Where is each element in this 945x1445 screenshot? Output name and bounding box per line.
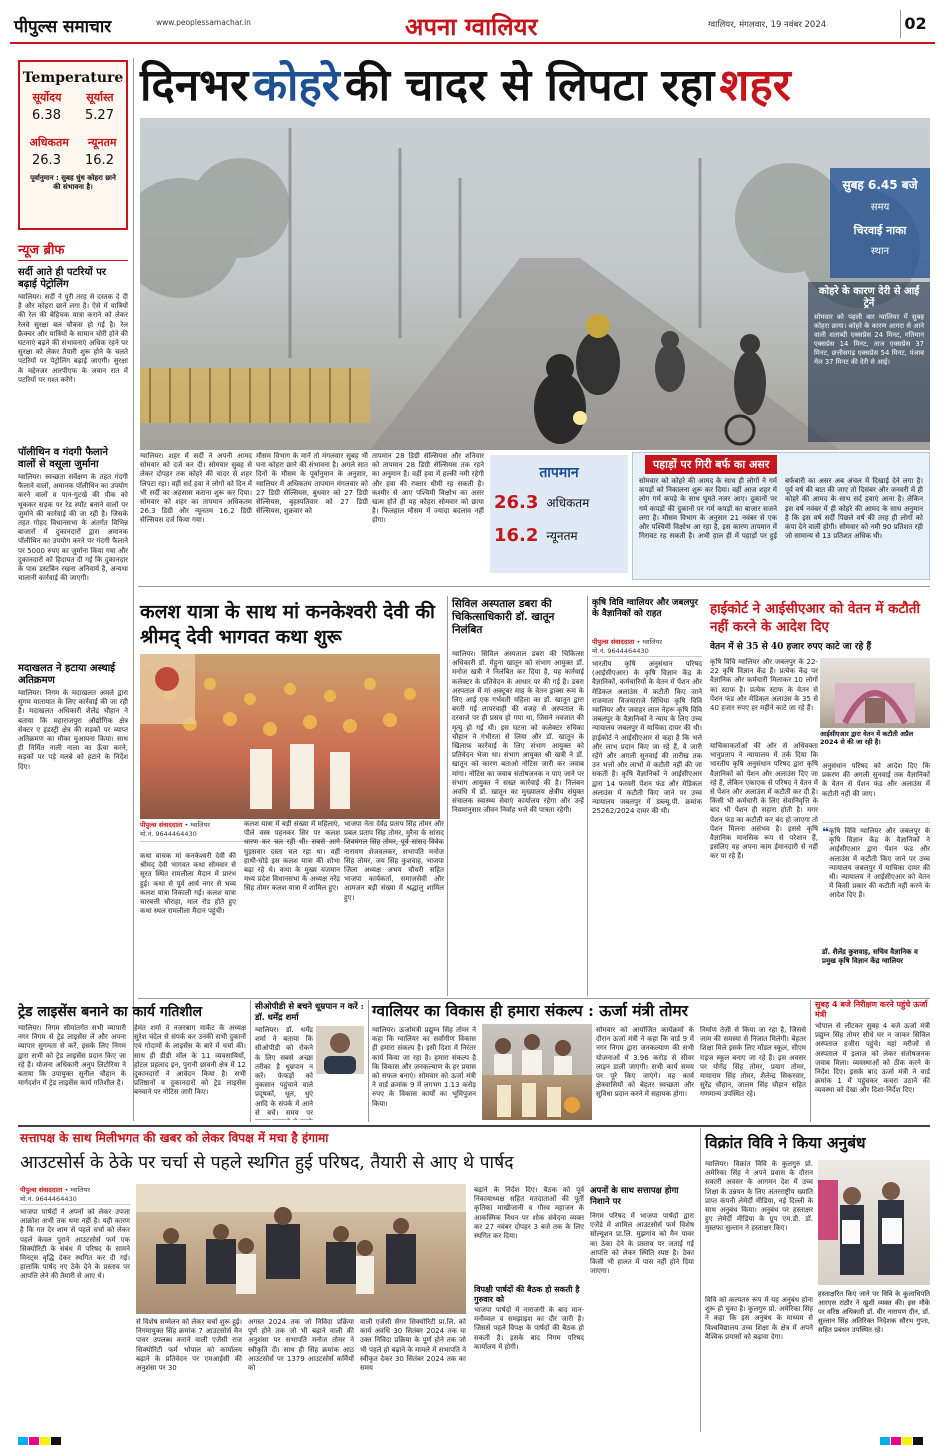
quote-icon: ❝	[822, 825, 830, 839]
lead-body: तापमान 28 डिग्री सेल्सियस और शनिवार को तापमान 28 डिग्री सेल्सियस तक रहने का अनुमान है। वहीं हवा में हल्की नमी रहेगी और हवा की रफ्तार धीमी रह सकती है। कश्मीर से आए पश्चिमी विक्षोभ का असर खत्म होते ही यह कोहरा सोमवार को छाया है। फिलहाल मौसम में ज्यादा बदलाव नहीं होगा।	[372, 452, 484, 525]
crowd-scene	[140, 654, 440, 819]
tomar-side-head: सुबह 4 बजे निरीक्षण करने पहुंचे ऊर्जा मंत्री	[815, 1000, 928, 1019]
agri-headline: कृषि विवि ग्वालियर और जबलपुर के वैज्ञानिकों को राहत	[592, 598, 698, 619]
brief-headline: पॉलीथिन व गंदगी फैलाने वालों से वसूला जुर्माना	[18, 447, 108, 470]
tomar-headline: ग्वालियर का विकास ही हमारा संकल्प : ऊर्जा मंत्री तोमर	[372, 1001, 689, 1020]
trains-head: कोहरे के कारण देरी से आईं ट्रेनें	[818, 286, 920, 309]
sunrise-label: सूर्योदय	[32, 91, 62, 104]
tomar-side-text: भोपाल से लौटकर सुबह 4 बजे ऊर्जा मंत्री प्रद्युम्न सिंह तोमर सीधे घर न जाकर सिविल अस्पताल हजीरा पहुंचे। यहां मरीजों से अस्पताल में इलाज को लेकर संतोषजनक जवाब मिला। व्यवस्थाओं को ठीक करने के निर्देश दिए। इसके बाद ऊर्जा मंत्री ने वार्ड क्रमांक 1 में पहुंचकर कचरा उठाने की व्यवस्था को देखा और दिशा-निर्देश दिए।	[815, 1022, 930, 1095]
tomar-side-box	[815, 1000, 930, 1122]
brief-text: ग्वालियर। सर्दी ने पूरी तरह से दस्तक दे दी है और कोहरा छाने लगा है। ऐसे में यात्रियों की रेल की बेहिचक यात्रा कराने को लेकर रेलवे सुरक्षा बल चौकस हो गई है। रेल फ्रैक्चर और यात्रियों के सामान चोरी होने की घटनाएं बढ़ने की संभावनाएं अधिक रहने पर सुरक्षा को लेकर तैयारी शुरू होने के चलते पटरियों पर पेट्रोलिंग बढ़ाई जाएगी। सुरक्षा के मद्देनजर आरपीएफ के जवान रात में पटरियों पर गश्त करेंगे।	[18, 293, 128, 384]
avatar	[316, 1026, 364, 1074]
min-label: न्यूनतम	[87, 136, 117, 149]
outsource-headline: आउटसोर्स के ठेके पर चर्चा से पहले स्थगित हुई परिषद, तैयारी से आए थे पार्षद	[20, 1153, 514, 1173]
credit-city: ग्वालियर	[70, 1186, 91, 1194]
ceremony-scene	[482, 1075, 592, 1120]
lead-headline	[140, 56, 930, 116]
brief-text: ग्वालियर। निगम के मदाखलत अमले द्वारा सुगम यातायात के लिए कार्रवाई की जा रही है। मदाखलत अधिकारी शैलेंद्र चौहान ने बताया कि महाराजपुरा औद्योगिक क्षेत्र सेक्टर ए इंडस्ट्री क्षेत्र की सड़कों पर व्याप्त अतिक्रमण का मौका मुआयना किया। साथ ही निर्मित नाली नाला का ऊँचा करने, सड़कों पर पड़े मलबे को हटाने के निर्देश दिए।	[18, 689, 128, 771]
lead-headline-part: शहर	[719, 60, 791, 111]
kalash-photo	[140, 654, 440, 819]
temp-widget-title: तापमान	[539, 465, 579, 481]
sunrise-time: 6.38	[32, 108, 61, 123]
tomar-photo-2	[482, 1075, 592, 1120]
brief-headline: सर्दी आते ही पटरियों पर बढ़ाई पेट्रोलिंग	[18, 267, 106, 290]
brief-headline: मदाखलत ने हटाया अस्थाई अतिक्रमण	[18, 663, 116, 686]
temp-max-value: 26.3	[494, 492, 539, 513]
logo: पीपुल्स समाचार	[14, 17, 112, 37]
trade-headline: ट्रेड लाइसेंस बनाने का कार्य गतिशील	[18, 1004, 202, 1020]
temp-min-value: 16.2	[494, 525, 539, 546]
icar-quote-box	[822, 822, 930, 994]
lead-headline-part: की चादर से लिपटा रहा	[344, 60, 715, 111]
credit-name: पीपुल्स संवाददाता	[20, 1186, 63, 1194]
icar-caption: आईसीएआर द्वारा वेतन में कटौती अप्रैल 2024 से की जा रही है।	[820, 730, 914, 746]
temp-min-label: न्यूनतम	[546, 529, 578, 543]
icar-quote-by: डॉ. शैलेंद्र कुशवाह, सचिव वैज्ञानिक व प्रमुख कृषि विज्ञान केंद्र ग्वालियर	[822, 948, 918, 965]
tomar-text: सोमवार को आयोजित कार्यक्रमों के दौरान ऊर्जा मंत्री ने कहा कि वार्ड 9 में नगर निगम द्वारा जनकल्याण की सभी योजनाओं में 3.96 करोड़ से सीवर लाइन डाली जाएगी। सभी कार्य समय पर पूरे किए जाएंगे। यह कार्य क्षेत्रवासियों को बेहतर स्वच्छता और सुविधा प्रदान करने में सहायक होगा।	[596, 1026, 694, 1099]
icar-photo	[820, 658, 930, 728]
credit-mobile: मो.नं. 9644464430	[140, 830, 197, 838]
date: ग्वालियर, मंगलवार, 19 नवंबर 2024	[708, 20, 827, 30]
snow-box	[632, 452, 930, 580]
tomar-text: ग्वालियर। ऊर्जामंत्री प्रद्युम्न सिंह तोमर ने कहा कि ग्वालियर का सर्वांगीण विकास ही हमारा संकल्प है। इसी दिशा में निरंतर कार्य किया जा रहा है। हमारा संकल्प है कि विकास और जनकल्याण के हर प्रयास को सफल बनाएं। सोमवार को ऊर्जा मंत्री ने वार्ड क्रमांक 9 में लगभग 1.13 करोड़ रुपए के विकास कार्यों का भूमिपूजन किया।	[372, 1026, 476, 1108]
color-bar	[880, 1432, 924, 1442]
outsource-text: बढ़ाने के निर्देश दिए। बैठक को पूर्व निकायाध्यक्ष सहित मतदाताओं की पूर्ती कृतिका माखीजानी व गौरव महाजन के आकस्मिक निधन पर शोक संवेदना व्यक्त कर 27 नवंबर दोपहर 3 बजे तक के लिए स्थगित कर दिया।	[474, 1186, 584, 1241]
building-scene	[820, 658, 930, 728]
credit-mobile: मो.नं. 9644464430	[592, 647, 649, 655]
hospital-text: ग्वालियर। सिविल अस्पताल डबरा की चिकित्सा अधिकारी डॉ. मेहुना खातून को संभाग आयुक्त डॉ. मनोज खत्री ने निलंबित कर दिया है, यह कार्रवाई कलेक्टर के प्रतिवेदन के आधार पर की गई है। डबरा अस्पताल में मां अक्टूबर माह के वेतन ड्राक्स रूम के लिए आई एक गर्भवती महिला का डॉ. खातून द्वारा बरती गई लापरवाही की वजह से अस्पताल के दरवाजे पर ही प्रसव हो गया था, जिसने नवजात की मृत्यु हो गई थी। इस घटना को कलेक्टर रुचिका चौहान ने गंभीरता से लिया और डॉ. खातून के खिलाफ कार्रवाई के लिए संभाग आयुक्त को प्रतिवेदन भेजा था। संभाग आयुक्त श्री खत्री ने डॉ. खातून को कारण बताओ नोटिस जारी कर जवाब मांगा। नोटिस का जवाब संतोषजनक न पाए जाने पर संभाग आयुक्त ने सख्त कार्रवाई की है। निलंबन अवधि में डॉ. खातून का मुख्यालय क्षेत्रीय संयुक्त संचालक स्वास्थ्य सेवाएं कार्यालय रहेगा और उन्हें नियमानुसार जीवन निर्वाह भत्ते की पात्रता रहेगी।	[452, 650, 584, 815]
trains-text: सोमवार को पहली बार ग्वालियर में सुबह कोहरा छाया। कोहरे के कारण आगरा से आने वाली शताब्दी एक्सप्रेस 24 मिनट, गतिमान एक्सप्रेस 14 मिनट, ताज एक्सप्रेस 37 मिनट, छत्तीसगढ़ एक्सप्रेस 54 मिनट, पंजाब मेल 37 मिनट की देरी से आई।	[814, 313, 924, 366]
time-value: सुबह 6.45 बजे	[842, 178, 918, 192]
outsource-credit: पीपुल्स संवाददाता • ग्वालियर मो.नं. 9644464430	[20, 1186, 130, 1205]
credit-city: ग्वालियर	[190, 821, 211, 829]
outsource-text: निगम परिषद में भाजपा पार्षदों द्वारा एजेंडे में शामिल आउटसोर्स फर्म विशेष सोल्यूशन प्रा.लि. मुझगांव को मैन पावर का ठेका देने के प्रस्ताव पर जताई गई आपत्ति को लेकर स्थिति स्पष्ट है। ठेका किसी भी हालत में पास नहीं होने दिया जाएगा।	[590, 1212, 694, 1276]
temperature-box	[18, 60, 128, 230]
vikrant-headline: विक्रांत विवि ने किया अनुबंध	[705, 1133, 866, 1152]
credit-mobile: मो.नं. 9644464430	[20, 1195, 77, 1203]
icar-text: अनुसंधान परिषद को आदेश दिए कि प्रकरण की अगली सुनवाई तक वैज्ञानिकों के वेतन से पेंशन फंड और अलाउंस में कटौती नहीं की जाए।	[822, 762, 930, 798]
place-value: चिरवाई नाका	[853, 224, 907, 237]
place-label: स्थान	[870, 246, 890, 257]
doctor-photo	[316, 1026, 364, 1074]
kalash-text: भाजपा नेता देवेंद्र प्रताप सिंह तोमर और प्रबल प्रताप सिंह तोमर, मुरैना के सांसद शिवमंगल सिंह तोमर, पूर्व सांसद विवेक नारायण शेजवलकर, सभापति मनोज सिंह तोमर, जय सिंह कुशवाह, भाजपा जिला अध्यक्ष अभय चौधरी सहित भाजपा कार्यकर्ता, समाजसेवी और आमजन बड़ी संख्या में श्रद्धालु शामिल हुए।	[344, 820, 444, 902]
outsource-text: अगस्त 2024 तक जो निविदा प्रक्रिया पूर्ण होने तक जो भी बढ़ाने वाली की अनुशंसा पर सभापति मनोज तोमर ने स्वीकृति दी। साथ ही सिंह क्रमांक आठ आउटसोर्स पर 1379 आउटसोर्स कर्मियों को	[248, 1318, 354, 1373]
council-scene	[136, 1184, 466, 1314]
temperature-title: Temperature	[22, 70, 124, 86]
outsource-text: भाजपा पार्षदों ने अपनों को लेकर उपजा आक्रोश अभी तक थमा नहीं है। यही कारण है कि गत देर शाम से पहले चर्चा को लेकर पहले केवल पुराने आउटसोर्स फर्म एक सिक्योरिटी के संबंध में परिषद के सामने मिनट्स वृद्धि देकर स्थगित कर दी गई। हालांकि पार्षद नए ठेके देने के प्रस्ताव पर आपत्ति लेने की तैयारी से आए थे।	[20, 1208, 130, 1281]
copd-headline: सीओपीडी से बचने धूम्रपान न करें : डॉ. धर्मेंद्र शर्मा	[255, 1002, 364, 1023]
icar-headline: हाईकोर्ट ने आईसीएआर को वेतन में कटौती नहीं करने के आदेश दिए	[710, 601, 920, 635]
max-label: अधिकतम	[29, 136, 69, 149]
hospital-headline: सिविल अस्पताल डबरा की चिकित्साधिकारी डॉ. खातून निलंबित	[452, 598, 555, 636]
vikrant-caption: हस्ताक्षरित किए जाने पर विवि के कुलाधिपति आरएस राठौर ने खुशी व्यक्त की। इस मौके पर वरिष्ठ अधिकारी डॉ. वीर नारायण दीन, डॉ. सुल्तान सिंह अतिरिक्त निदेशक सौरभ गुप्ता, सहित प्रबंधन उपस्थित रहे।	[818, 1290, 930, 1334]
icar-text: याचिकाकर्ताओं की ओर से अधिवक्ता भानुप्रताप ने न्यायालय में तर्क दिया कि भारतीय कृषि अनुसंधान परिषद द्वारा कृषि वैज्ञानिकों को पेंशन और अलाउंस दिए जा रहे हैं, लेकिन एकाएक से परिषद ने वेतन में से पेंशन और अलाउंस में कटौती कर दी है। किसी भी कर्मचारी के लिए सेवानिवृत्ति के बाद भी पेंशन ही सहारा होती है। मगर पेंशन फंड का कटौती कर बंद हो जाएगा तो पेंशन मिलना असंभव है। इससे कृषि वैज्ञानिक मानसिक रूप से परेशान हैं, इसलिए वह अपना काम ईमानदारी से नहीं कर पा रहे हैं।	[710, 742, 818, 861]
credit-name: पीपुल्स संवाददाता	[140, 821, 183, 829]
brief-text: ग्वालियर। स्वच्छता सर्वेक्षण के तहत गंदगी फैलाने वालों, अमानक पॉलीथिन का उपयोग करने वालों व पान-गुटखे की पीक को थूककर सड़क पर रेड स्पॉट बनाने वालों पर जुर्माने की कार्रवाई की जा रही है। जिसके तहत गोहद विधानसभा के अंतर्गत विभिन्न बाजारों में दुकानदारों द्वारा अमानक पॉलीथिन का उपयोग करने पर गंदगी फैलाने पर 5000 रुपए का जुर्माना किया गया और दुकानदारों को हिदायत दी गई कि दुकानदार के पास डस्टबिन रखना अनिवार्य है, अन्यथा चालानी कार्रवाई की जाएगी।	[18, 473, 128, 583]
kalash-headline: कलश यात्रा के साथ मां कनकेश्वरी देवी की श्रीमद् देवी भागवत कथा शुरू	[140, 601, 435, 648]
outsource-text: से विशेष सम्मेलन को लेकर चर्चा शुरू हुई। निगमायुक्त सिंह क्रमांक 7 आउटसोर्स मैन पावर उपलब्ध कराने वाली एजेंसी राज सिक्योरिटी फर्म भोपाल को कार्यालय बढ़ाने के प्रतिवेदन पर एमआईसी की अनुशंसा पर 30	[136, 1318, 242, 1373]
time-place-box	[830, 168, 930, 278]
vikrant-text: ग्वालियर। विक्रांत विवि के कुलगुरु प्रो. अमेरिका सिंह ने अपने प्रवास के दौरान सकारी अवसर के आगमन देश में उच्च शिक्षा के उन्नयन के लिए अंतरराष्ट्रीय ख्याति प्राप्त कंपनी लेमेर्दी मीडिया, नई दिल्ली के साथ अनुबंध किया। अनुबंध पर हस्ताक्षर हुए लेमेर्दी मीडिया के ग्रुप एम.डी. डॉ. मुस्तफा सुल्तान ने हस्ताक्षर किए।	[705, 1160, 813, 1233]
snow-text: सोमवार को कोहरे की आमद के साथ ही लोगों ने गर्म कपड़ों को निकालना शुरू कर दिया। वहीं आज शहर में लोग गर्म कपड़े के साथ घूमते नजर आए। दुकानों पर गर्म कपड़ों की दुकानों पर गर्म कपड़ों का बाजार सजने लगा है। मौसम विभाग के अनुसार 21 नवंबर से एक और पश्चिमी विक्षोभ आ रहा है, इस कारण तापमान में गिरावट रह सकती है। अभी हाल ही में पहाड़ों पर हुई बर्फबारी का असर अब अंचल में दिखाई देने लगा है। पूर्व वर्ष की बात की जाए तो दिसंबर और जनवरी में ही कोहरे की आमद के साथ सर्द हवाएं आना है। लेकिन इस वर्ष नवंबर में ही कोहरे की आमद के साथ अनुमान है कि इस वर्ष सर्दी पिछले वर्ष की तरह ही लोगों को कंपा देने वाली होगी। सोमवार को नमी 90 प्रतिशत रही जो सामान्य से 13 प्रतिशत अधिक थी।	[639, 477, 923, 541]
icar-quote: कृषि विवि ग्वालियर और जबलपुर के कृषि विज्ञान केंद्र के वैज्ञानिकों ने आईसीएआर द्वारा पेंशन फंड और अलाउंस में कटौती किए जाने पर उच्च न्यायालय जबलपुर में याचिका दायर की थी। न्यायालय ने आईसीएआर को वेतन में किसी प्रकार की कटौती नहीं करने के आदेश दिए हैं।	[829, 827, 930, 900]
kalash-text: कलश यात्रा में बड़ी संख्या में महिलाएं, पीले वस्त्र पहनकर सिर पर कलश धारण कर चल रही थीं। सबसे आगे घुड़सवार दस्ता चल रहा था। वहीं हाथी-घोड़े इस कलश यात्रा की शोभा बढ़ा रहे थे। कथा के मुख्य यजमान मध्य प्रदेश विधानसभा के अध्यक्ष नरेंद्र सिंह तोमर कलश यात्रा में शामिल हुए।	[244, 820, 340, 893]
outsource-subhead: विपक्षी पार्षदों की बैठक हो सकती है गुरुवार को	[474, 1284, 580, 1304]
min-temp: 16.2	[85, 153, 114, 168]
trade-text: ग्वालियर। निगम सीमांतर्गत सभी व्यापारी नगर निगम से ट्रेड लाइसेंस लें और अपना व्यापार सुगमता से करें, इसके लिए निगम द्वारा सभी को ट्रेड लाइसेंस प्रदान किए जा रहे हैं। योजना अधिकारी अनुप लिटोरिया ने बताया कि उपायुक्त सुनील चौहान के मार्गदर्शन में ट्रेड लाइसेंस कार्य गतिशील है।	[18, 1024, 126, 1088]
lead-headline-part: कोहरे	[253, 60, 340, 111]
lead-body: मौसम विभाग के मानें तो मंगलवार सुबह भी घना कोहरा छाने की संभावना है। अगले सात दिनों के मौसम के पूर्वानुमान के अनुसार, ग्वालियर में अधिकतम तापमान मंगलवार को 27 डिग्री सेल्सियस, बुधवार को 27 डिग्री सेल्सियस, बृहस्पतिवार को 27 डिग्री सेल्सियस, शुक्रवार को	[256, 452, 368, 516]
icar-subhead: वेतन में से 35 से 40 हजार रुपए काटे जा रहे हैं	[710, 642, 872, 652]
agri-text: भारतीय कृषि अनुसंधान परिषद (आईसीएआर) के कृषि विज्ञान केंद्र के वैज्ञानिकों, कर्मचारियों के वेतन में पेंशन और मेडिकल अलाउंस में कटौती किए जाने राजमाता विजयाराजे सिंधिया कृषि विवि ग्वालियर और जवाहर लाल नेहरू कृषि विवि जबलपुर के वैज्ञानिकों ने न्याय के लिए उच्च न्यायालय जबलपुर में याचिका दायर की थी। हाईकोर्ट ने आईसीएआर से कहा है कि भत्ते और लाभ प्रदान किए जा रहे हैं, वे जारी रहेंगे और अगली सुनवाई की तारीख तक उन भत्तों और लाभों में कटौती नहीं की जा सकती है। कृषि वैज्ञानिकों ने आईसीएआर द्वारा 14 फरवरी पेंशन फंड और मेडिकल अलाउंस में कटौती किए जाने पर उच्च न्यायालय जबलपुर में डब्ल्यू.पी. क्रमांक 25262/2024 दायर की थी।	[592, 660, 702, 816]
outsource-text: भाजपा पार्षदों में नाराजगी के बाद मान-मनौव्वल व समझाइश का दौर जारी है। जिससे पहले विपक्ष के पार्षदों की बैठक हो सकती है। इसके बाद निगम परिषद कार्यालय में होगी।	[474, 1306, 584, 1351]
credit-city: ग्वालियर	[642, 638, 663, 646]
page-number: 02	[900, 10, 930, 38]
credit-name: पीपुल्स संवाददाता	[592, 638, 635, 646]
icar-intro: कृषि विवि ग्वालियर और जबलपुर के 22-22 कृषि विज्ञान केंद्र हैं। प्रत्येक केंद्र पर वैज्ञानिक और कर्मचारी मिलाकर 10 लोगों का स्टाफ है। प्रत्येक स्टाफ के वेतन से पेंशन फंड और मेडिकल अलाउंस के 35 से 40 हजार रुपए हर महीने काटे जा रहे हैं।	[710, 658, 818, 713]
vikrant-photo	[818, 1160, 930, 1285]
section-title: अपना ग्वालियर	[405, 12, 538, 41]
lead-headline-part: दिनभर	[140, 60, 249, 111]
agri-credit: पीपुल्स संवाददाता • ग्वालियर मो.नं. 9644464430	[592, 638, 702, 657]
trade-text: हेमंत शर्मा ने नजरबाग मार्केट के अध्यक्ष सुरेश चंदेल से संपर्क कर उनकी सभी दुकानों एवं गोदामों के लाइसेंस के बारे में चर्चा की। साथ ही डीडी मॉल के 11 व्यवसायियों, होटल प्रहलाद इन, पुरानी छावनी क्षेत्र में 12 दुकानदारों ने आवेदन किया है। सभी प्रतिष्ठानों व दुकानदारों को ट्रेड लाइसेंस बनवाने पर नोटिस जारी किए।	[134, 1024, 246, 1097]
copd-text: ग्वालियर। डॉ. धर्मेंद्र शर्मा ने बताया कि सीओपीडी को रोकने के लिए सबसे अच्छा तरीका है धूम्रपान न करें। फेफड़ों को नुकसान पहुंचाने वाले प्रदूषकों, धूल, धुएं आदि के संपर्क में आने से बचें। समय पर	[255, 1026, 313, 1117]
agreement-scene	[818, 1160, 930, 1285]
masthead	[10, 6, 935, 44]
max-temp: 26.3	[32, 153, 61, 168]
news-brief	[18, 240, 128, 931]
outsource-text: वाली एजेंसी सेंगर सिक्योरिटी प्रा.लि. को कार्य अवधि 30 सितंबर 2024 तक या उक्त निविदा प्रक्रिया के पूर्ण होने तक जो भी पहले हो बढ़ाने के मामले में सभापति ने स्वीकृत देकर 30 सितंबर 2024 तक का समय	[360, 1318, 466, 1373]
time-label: समय	[870, 202, 890, 213]
website: www.peoplessamachar.in	[156, 18, 251, 27]
tomar-text: निर्माण तेजी से किया जा रहा है, जिससे जाम की समस्या से निजात मिलेगी। बेहतर शिक्षा मिले इसके लिए मॉडल स्कूल, सीएम राइज स्कूल बनाए जा रहे हैं। इस अवसर पर योगेंद्र सिंह तोमर, प्रयाग तोमर, मायाराम सिंह तोमर, शैलेन्द्र सिकरवार, सुरेंद्र चौहान, जालम सिंह चौहान सहित गणमान्य उपस्थित रहे।	[700, 1026, 806, 1099]
council-photo	[136, 1184, 466, 1314]
color-bar	[18, 1432, 62, 1442]
news-brief-title: न्यूज ब्रीफ	[18, 240, 128, 261]
temp-max-label: अधिकतम	[546, 496, 590, 510]
kalash-credit: पीपुल्स संवाददाता • ग्वालियर मो.नं. 9644464430	[140, 821, 440, 842]
outsource-kicker: सत्तापक्ष के साथ मिलीभगत की खबर को लेकर विपक्ष में मचा है हंगामा	[20, 1131, 329, 1145]
lead-body: ग्वालियर। शहर में सर्दी ने अपनी आमद सोमवार को दर्ज कर दी। सोमवार सुबह से लेकर दोपहर तक कोहरे की चादर से शहर लिपटा रहा। वहीं सर्द हवा ने लोगों को दिन में भी सर्दी का अहसास कराना शुरू कर दिया। सोमवार को शहर का तापमान अधिकतम 26.3 डिग्री और न्यूनतम 16.2 डिग्री सेल्सियस दर्ज किया गया।	[140, 452, 252, 525]
vikrant-text: विवि को कल्पतरु रूप में यह अनुबंध होना शुरू हो चुका है। कुलगुरु प्रो. अमेरिका सिंह ने कहा कि इस अनुबंध के माध्यम से विश्वविद्यालय उच्च शिक्षा के क्षेत्र में अपने वैश्विक प्रयासों को बढ़ावा देगा।	[705, 1296, 813, 1341]
sunset-time: 5.27	[85, 108, 114, 123]
temperature-widget	[490, 455, 628, 573]
outsource-subhead: अपनों के साथ सत्तापक्ष होगा निशाने पर	[590, 1186, 679, 1207]
kalash-text: कथा वाचक मां कनकेश्वरी देवी की श्रीमद् देवी भागवत कथा सोमवार से सूरत स्थित रामलीला मैदान में प्रारंभ हुई। कथा से पूर्व आर्य नगर से भव्य कलश यात्रा निकाली गई। कलश यात्रा चारबत्ती चौराहा, माल रोड होते हुए कथा स्थल रामलीला मैदान पहुंची।	[140, 852, 236, 916]
trains-box	[808, 282, 930, 442]
snow-head: पहाड़ों पर गिरी बर्फ का असर	[645, 455, 777, 474]
forecast: पूर्वानुमान : सुबह धुंध कोहरा छाने की संभावना है।	[30, 174, 116, 191]
sunset-label: सूर्यास्त	[86, 91, 114, 104]
